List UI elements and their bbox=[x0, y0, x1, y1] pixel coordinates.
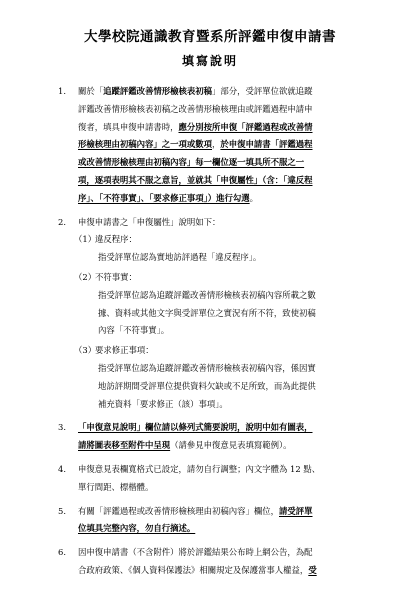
instruction-item-5 bbox=[0, 503, 420, 539]
item-1-line-5: 或改善情形檢核理由初稿內容」每一欄位逐一填具所不服之一 bbox=[78, 157, 305, 168]
text-run: （請參見申復意見表填寫範例）。 bbox=[170, 440, 292, 451]
instruction-item-3 bbox=[0, 419, 420, 455]
text-run: ， bbox=[212, 139, 221, 150]
sub-item-number: （2） bbox=[74, 271, 97, 282]
bold-underline-text: 序」、「不符事實」、「要求修正事項」）進行勾選 bbox=[78, 192, 250, 203]
item-number: 3. bbox=[58, 422, 66, 433]
text-run: 」部分，受評單位欲就追蹤 bbox=[212, 86, 313, 96]
sub-item-title: 違反程序： bbox=[95, 234, 137, 245]
description-line: 據、資料或其他文字與受評單位之實況有所不符，致使初稿 bbox=[98, 307, 316, 318]
item-6-line-1: 因申復申請書（不含附件）將於評鑑結果公布時上網公告，為配 bbox=[78, 547, 313, 558]
description-line: 指受評單位認為追蹤評鑑改善情形檢核表初稿內容所載之數 bbox=[98, 289, 316, 300]
item-number: 2. bbox=[58, 216, 66, 227]
sub-item-description bbox=[0, 249, 420, 267]
item-number: 6. bbox=[58, 547, 66, 558]
item-5-line-2: 位填具完整內容，勿自行摘述。 bbox=[78, 523, 196, 534]
text-run: 。 bbox=[249, 192, 259, 203]
description-line: 指受評單位認為追蹤評鑑改善情形檢核表初稿內容，係因實 bbox=[98, 362, 316, 373]
sub-item-violation bbox=[0, 231, 420, 249]
text-run: 復者，填具申復申請書時， bbox=[78, 121, 179, 132]
sub-item-number: （1） bbox=[74, 234, 97, 245]
instruction-item-1 bbox=[0, 83, 420, 208]
sub-item-number: （3） bbox=[74, 345, 97, 356]
sub-item-correction bbox=[0, 342, 420, 360]
section-subtitle: 填寫說明 bbox=[181, 54, 238, 68]
description-line: 指受評單位認為實地訪評過程「違反程序」。 bbox=[98, 252, 262, 263]
description-line: 補充資料「要求修正（該）事項」。 bbox=[98, 398, 228, 409]
description-line: 地訪評期間受評單位提供資料欠缺或不足所致，而為此提供 bbox=[98, 380, 316, 391]
item-3-line-2 bbox=[78, 437, 370, 455]
document-title: 大學校院通識教育暨系所評鑑申復申請書 bbox=[84, 29, 336, 45]
bold-underline-text: 於申復申請書「評鑑過程 bbox=[220, 139, 313, 150]
item-1-line-1 bbox=[78, 83, 370, 101]
text-run: 有關「評鑑過程或改善情形檢核理由初稿內容」欄位， bbox=[78, 505, 279, 516]
item-number: 1. bbox=[58, 86, 66, 96]
item-number: 4. bbox=[58, 463, 66, 474]
item-4-line-2: 單行間距、標楷體。 bbox=[78, 481, 154, 492]
item-1-line-3 bbox=[78, 119, 370, 137]
item-1-line-7 bbox=[78, 190, 370, 208]
sub-item-not-factual bbox=[0, 269, 420, 287]
item-2-intro: 申復申請書之「申復屬性」說明如下： bbox=[78, 216, 221, 227]
bold-underline-text: 請受評單 bbox=[279, 505, 313, 516]
sub-item-title: 不符事實： bbox=[95, 271, 137, 282]
description-line: 內容「不符事實」。 bbox=[98, 325, 170, 336]
item-6-line-2 bbox=[78, 562, 370, 580]
item-1-line-2: 評鑑改善情形檢核表初稿之改善情形檢核理由或評鑑過程申請申 bbox=[78, 103, 313, 114]
instruction-item-2 bbox=[0, 214, 420, 232]
bold-underline-text: 受 bbox=[308, 564, 317, 575]
bold-underline-text: 應分別按所申復「評鑑過程或改善情 bbox=[178, 121, 313, 132]
bold-underline-text: 請將圖表移至附件中呈現 bbox=[78, 440, 171, 451]
bold-text: 追蹤評鑑改善情形檢核表初稿 bbox=[103, 86, 212, 96]
item-number: 5. bbox=[58, 505, 66, 516]
item-1-line-6: 項，逐項表明其不服之意旨，並就其「申復屬性」（含：「違反程 bbox=[78, 174, 313, 185]
sub-item-description bbox=[0, 360, 420, 413]
instruction-item-4 bbox=[0, 461, 420, 497]
instruction-item-6 bbox=[0, 544, 420, 580]
item-4-line-1: 申復意見表欄寬格式已設定，請勿自行調整；內文字體為 12 點、 bbox=[78, 463, 321, 474]
item-5-line-1 bbox=[78, 503, 370, 521]
sub-item-title: 要求修正事項： bbox=[95, 345, 154, 356]
bold-underline-text: 形檢核理由初稿內容」之一項或數項 bbox=[78, 139, 212, 150]
text-run: 關於「 bbox=[78, 86, 104, 96]
instructions-list bbox=[0, 83, 420, 586]
sub-item-description bbox=[0, 287, 420, 340]
item-1-line-4 bbox=[78, 136, 370, 154]
item-3-line-1: 「申復意見說明」欄位請以條列式簡要說明，說明中如有圖表， bbox=[78, 422, 313, 433]
text-run: 合政府政策、《個人資料保護法》相關規定及保護當事人權益， bbox=[78, 564, 309, 575]
